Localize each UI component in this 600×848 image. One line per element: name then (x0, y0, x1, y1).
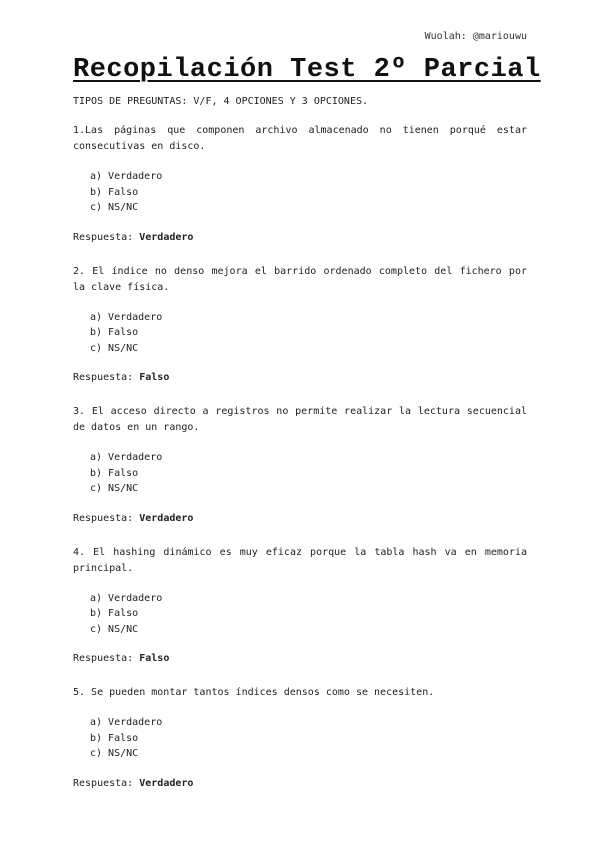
option-list (90, 591, 527, 638)
answer-value: Falso (139, 653, 170, 664)
option-c: c) NS/NC (90, 748, 139, 759)
option-list (90, 169, 527, 216)
answer-line (73, 777, 527, 791)
answer-label: Respuesta: (73, 372, 140, 383)
answer-value: Falso (139, 372, 170, 383)
question-block (73, 404, 527, 526)
answer-label: Respuesta: (73, 231, 140, 243)
answer-line (73, 231, 527, 245)
option-list (90, 310, 527, 357)
option-a: a) Verdadero (90, 311, 163, 323)
answer-label: Respuesta: (73, 512, 140, 524)
option-a: a) Verdadero (90, 171, 163, 182)
option-b: b) Falso (90, 186, 139, 198)
question-block (73, 264, 527, 386)
answer-line (73, 371, 527, 385)
answer-label: Respuesta: (73, 653, 140, 664)
option-list (90, 715, 527, 762)
option-b: b) Falso (90, 327, 139, 338)
answer-line (73, 652, 527, 666)
option-b: b) Falso (90, 467, 139, 479)
option-list (90, 450, 527, 497)
option-c: c) NS/NC (90, 202, 139, 213)
option-b: b) Falso (90, 608, 139, 619)
question-types: TIPOS DE PREGUNTAS: V/F, 4 OPCIONES Y 3 OPCIONES. (73, 96, 369, 107)
watermark: Wuolah: @mariouwu (424, 31, 527, 42)
option-a: a) Verdadero (90, 717, 163, 728)
option-c: c) NS/NC (90, 623, 139, 635)
option-c: c) NS/NC (90, 342, 139, 354)
answer-label: Respuesta: (73, 777, 140, 789)
question-text: 2. El índice no denso mejora el barrido ordenado completo del fichero por la clave física. (73, 265, 527, 293)
question-list (73, 123, 527, 810)
option-a: a) Verdadero (90, 452, 163, 463)
question-text: 3. El acceso directo a registros no permite realizar la lectura secuencial de datos en un rango. (73, 406, 527, 433)
answer-value: Verdadero (139, 777, 194, 789)
option-b: b) Falso (90, 732, 139, 744)
question-text: 4. El hashing dinámico es muy eficaz porque la tabla hash va en memoria principal. (73, 546, 527, 574)
question-block (73, 123, 527, 245)
answer-line (73, 512, 527, 526)
answer-value: Verdadero (139, 231, 194, 243)
option-c: c) NS/NC (90, 483, 139, 494)
page-title: Recopilación Test 2º Parcial (73, 55, 541, 85)
question-block (73, 685, 527, 791)
answer-value: Verdadero (139, 512, 194, 524)
question-block (73, 545, 527, 667)
option-a: a) Verdadero (90, 592, 163, 604)
question-text: 5. Se pueden montar tantos índices densos como se necesiten. (73, 687, 435, 698)
question-text: 1.Las páginas que componen archivo almacenado no tienen porqué estar consecutivas en disco. (73, 125, 527, 152)
